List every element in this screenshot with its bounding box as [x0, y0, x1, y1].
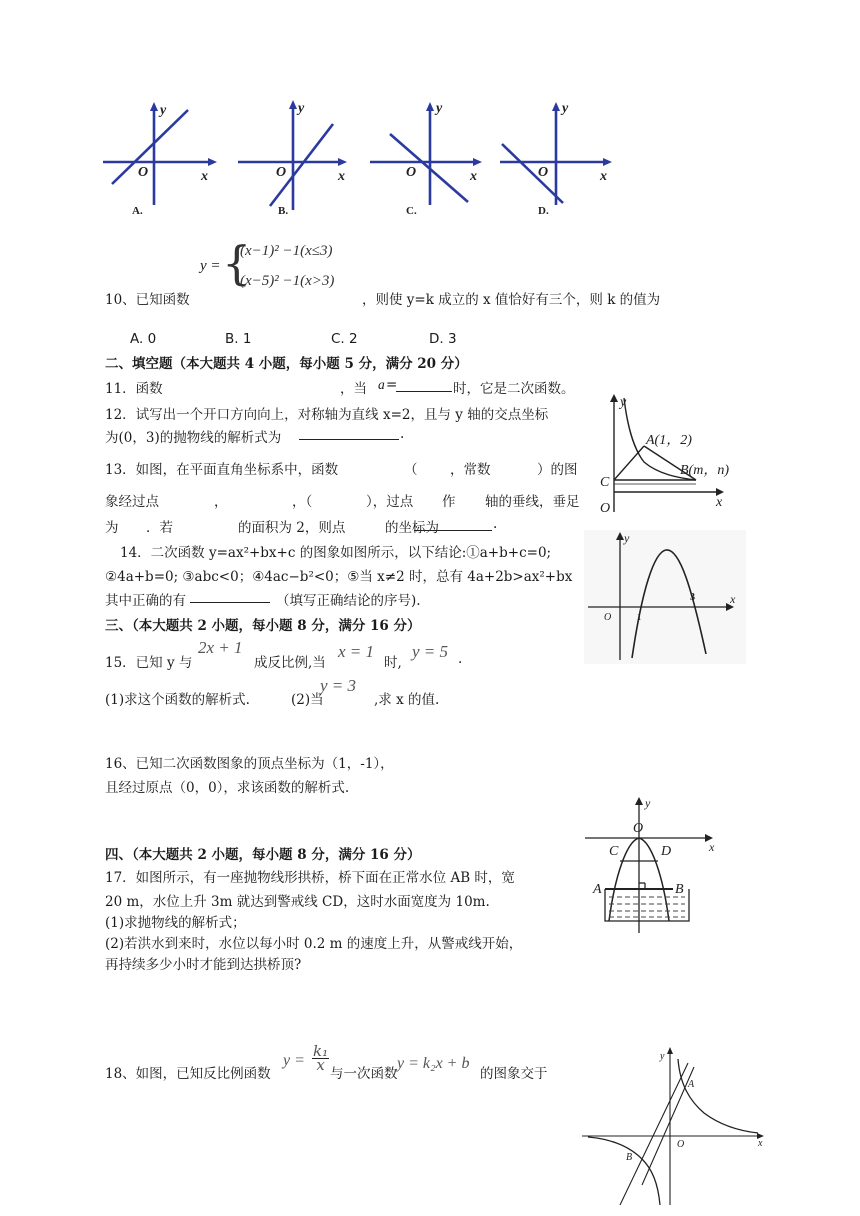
graph-c-label: C.	[406, 205, 417, 217]
fig17-point-d: D	[661, 844, 672, 859]
q12-line-1: 12．试写出一个开口方向向上，对称轴为直线 x=2，且与 y 轴的交点坐标	[105, 407, 549, 423]
q15-part-2a: (2)当	[291, 692, 324, 708]
q11-eq: =	[386, 377, 398, 393]
fig14-x-label: x	[730, 592, 736, 606]
fig17-point-c: C	[609, 844, 619, 859]
q13-figure	[596, 392, 730, 520]
graph-b-label: B.	[278, 205, 289, 217]
section-3-title: 三、（本大题共 2 小题，每小题 8 分，满分 16 分）	[105, 618, 421, 634]
fig18-point-b: B	[626, 1152, 633, 1163]
graph-a-y-label: y	[160, 103, 167, 118]
graph-c-origin: O	[406, 165, 417, 180]
section-4-title: 四、（本大题共 2 小题，每小题 8 分，满分 16 分）	[105, 847, 421, 863]
q18-linear: y = k₂x + b	[397, 1055, 470, 1072]
q13-line-1c: ，常数	[450, 462, 491, 478]
q12-answer-blank[interactable]	[299, 424, 399, 440]
fig18-point-a: A	[688, 1079, 695, 1090]
fig18-line-2	[642, 1067, 694, 1185]
q14-line-2: ②4a+b=0; ③abc<0；④4ac−b²<0；⑤当 x≠2 时，总有 4a+2b>ax²+bx	[105, 569, 573, 585]
q14-line-3a: 其中正确的有	[105, 593, 186, 609]
fig13-segment-ca	[614, 446, 644, 480]
q17-line-1: 17．如图所示，有一座抛物线形拱桥，桥下面在正常水位 AB 时，宽	[105, 870, 515, 886]
q14-line-1: 14．二次函数 y=ax²+bx+c 的图象如图所示，以下结论:①a+b+c=0;	[120, 545, 552, 561]
fig13-y-label: y	[620, 395, 627, 410]
fig17-water-hatch	[609, 897, 685, 917]
fig13-x-label: x	[716, 495, 723, 510]
fig14-tick-3: 3	[690, 592, 695, 603]
graph-c-y-label: y	[436, 101, 443, 116]
q17-line-4: (2)若洪水到来时，水位以每小时 0.2 m 的速度上升，从警戒线开始，	[105, 936, 523, 952]
fig18-x-label: x	[758, 1138, 763, 1149]
q15-part-2b: ,求 x 的值.	[374, 692, 440, 708]
q13-line-1d: ）的图	[537, 462, 578, 478]
q13-line-2a: 象经过点	[105, 494, 159, 510]
fig13-point-b: B(m，n)	[680, 463, 729, 478]
q13-line-3d: 的坐标为	[385, 520, 439, 536]
q18-fraction-numerator: k₁	[313, 1042, 329, 1060]
q13-line-1b: （	[404, 462, 418, 478]
fig13-point-c: C	[600, 475, 610, 490]
fig14-y-label: y	[624, 531, 630, 545]
q15-line-1c: 时,	[384, 655, 402, 671]
q10-option-a: A. 0	[130, 331, 157, 347]
fig18-hyperbola-q1	[678, 1059, 758, 1133]
q12-line-2: 为(0，3)的抛物线的解析式为	[105, 430, 282, 446]
q15-expr: 2x + 1	[198, 638, 243, 657]
q13-line-2f: 轴的垂线，垂足	[485, 494, 580, 510]
q13-line-1a: 13．如图，在平面直角坐标系中，函数	[105, 462, 339, 478]
q13-line-2e: 作	[442, 494, 456, 510]
graph-a-line	[112, 110, 188, 184]
graph-b-origin: O	[276, 165, 287, 180]
fig17-y-label: y	[645, 796, 651, 810]
q17-line-5: 再持续多少小时才能到达拱桥顶?	[105, 957, 302, 973]
graph-c-x-label: x	[470, 169, 477, 184]
q15-dot: .	[458, 651, 463, 667]
q10-case-2: (x−5)² −1(x>3)	[240, 273, 335, 289]
q14-figure	[584, 530, 746, 664]
q13-line-2b: ，	[214, 494, 228, 510]
q14-answer-blank[interactable]	[190, 587, 270, 603]
q11-answer-blank[interactable]	[396, 376, 452, 392]
q14-line-3b: （填写正确结论的序号).	[276, 593, 421, 609]
graph-d-y-label: y	[562, 101, 569, 116]
q15-cond-2: y = 5	[412, 642, 449, 661]
q13-line-2c: ，（	[292, 494, 313, 510]
fig18-hyperbola-q3	[588, 1137, 660, 1205]
q10-option-c: C. 2	[331, 331, 358, 347]
q10-tail: ，则使 y=k 成立的 x 值恰好有三个，则 k 的值为	[362, 292, 661, 308]
q13-line-2d: ），过点	[366, 494, 414, 510]
graph-d-x-label: x	[600, 169, 607, 184]
graph-d-origin: O	[538, 165, 549, 180]
q13-line-3c: 的面积为 2，则点	[238, 520, 346, 536]
fig18-y-label: y	[660, 1051, 665, 1062]
graph-b-y-label: y	[298, 101, 305, 116]
q11-text-1: 11．函数	[105, 381, 163, 397]
q18-fraction	[312, 1042, 329, 1074]
q10-case-1: (x−1)² −1(x≤3)	[240, 243, 333, 259]
fig17-point-a: A	[593, 882, 602, 897]
q11-var: a	[378, 377, 385, 392]
fig17-origin: O	[633, 821, 644, 836]
graph-a-x-label: x	[201, 169, 208, 184]
q15-cond-3: y = 3	[320, 676, 357, 695]
q11-text-3: 时，它是二次函数。	[453, 381, 575, 397]
q17-line-3: (1)求抛物线的解析式；	[105, 915, 246, 931]
q11-text-2: ，当	[340, 381, 367, 397]
q10-brace: {	[222, 236, 252, 290]
graph-b-x-label: x	[338, 169, 345, 184]
q13-answer-blank[interactable]	[414, 515, 492, 531]
graph-d-label: D.	[538, 205, 549, 217]
fig14-tick-1: 1	[637, 612, 642, 622]
q12-end: .	[400, 426, 405, 442]
q9-graph-figures	[98, 100, 628, 220]
fig13-origin: O	[600, 501, 611, 516]
q13-line-3a: 为	[105, 520, 119, 536]
q18-text-3: 的图象交于	[480, 1066, 548, 1082]
q18-figure	[580, 1045, 770, 1208]
section-2-title: 二、填空题（本大题共 4 小题，每小题 5 分，满分 20 分）	[105, 356, 468, 372]
q18-fraction-denominator: x	[316, 1056, 325, 1074]
fig13-point-a: A(1，2)	[646, 433, 692, 448]
graph-a-origin: O	[138, 165, 149, 180]
q15-cond-1: x = 1	[338, 642, 375, 661]
fig17-point-b: B	[675, 882, 684, 897]
q15-part-1: (1)求这个函数的解析式.	[105, 692, 250, 708]
q13-end: .	[493, 516, 498, 532]
fig18-line-1	[620, 1063, 688, 1205]
q17-figure	[583, 795, 733, 937]
q10-option-d: D. 3	[429, 331, 457, 347]
q15-line-1a: 15．已知 y 与	[105, 655, 193, 671]
fig18-origin: O	[677, 1139, 685, 1150]
q18-y-eq: y =	[283, 1052, 305, 1069]
fig17-x-label: x	[709, 840, 715, 854]
q10-option-b: B. 1	[225, 331, 252, 347]
q10-lead: 10、已知函数	[105, 292, 190, 308]
graph-d-line	[502, 144, 563, 203]
q10-y-equals: y =	[200, 258, 221, 274]
graph-a-label: A.	[132, 205, 143, 217]
q16-line-2: 且经过原点（0，0），求该函数的解析式.	[105, 780, 350, 796]
q18-text-2: 与一次函数	[330, 1066, 398, 1082]
fig14-origin: O	[604, 612, 612, 623]
q18-text-1: 18、如图，已知反比例函数	[105, 1066, 271, 1082]
q17-line-2: 20 m，水位上升 3m 就达到警戒线 CD，这时水面宽度为 10m.	[105, 894, 490, 910]
q13-line-3b: ．若	[146, 520, 173, 536]
q16-line-1: 16、已知二次函数图象的顶点坐标为（1，-1），	[105, 756, 394, 772]
q15-line-1b: 成反比例,当	[254, 655, 326, 671]
